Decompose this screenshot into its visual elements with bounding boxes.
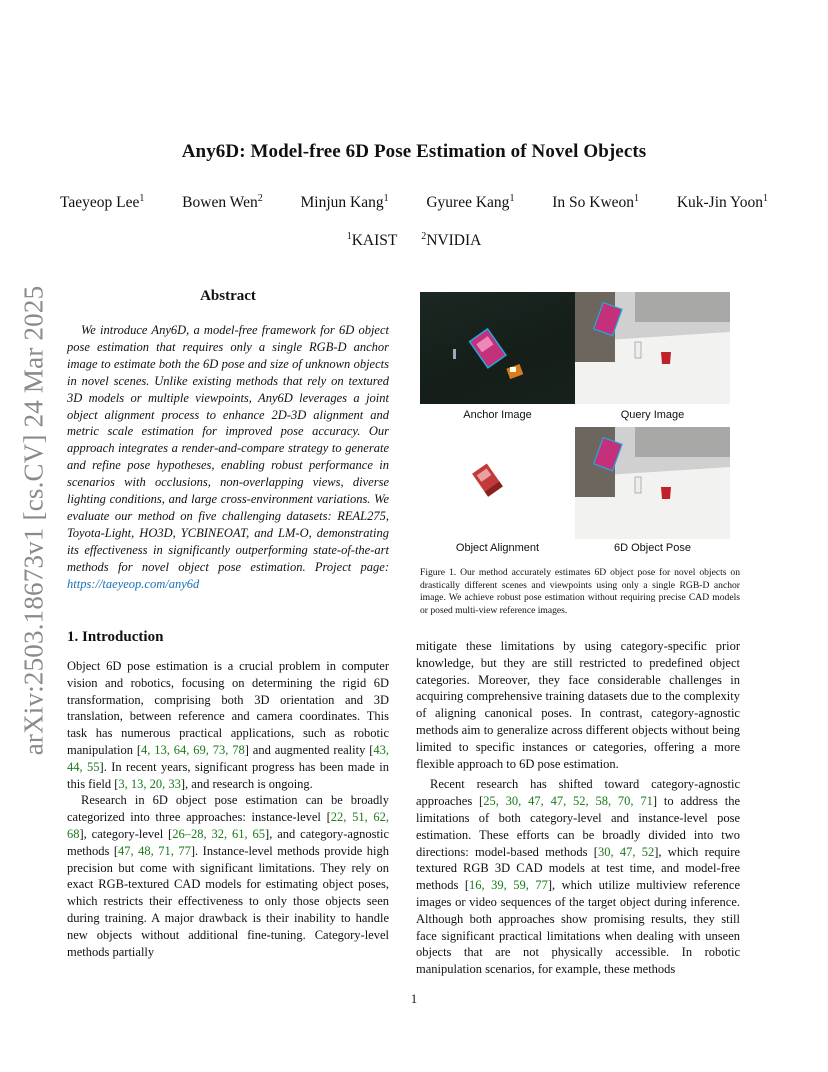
query-scene-graphic [575, 292, 730, 404]
abstract-heading: Abstract [200, 288, 256, 304]
author: Taeyeop Lee$^1$ [60, 192, 145, 211]
figure-caption: Figure 1. Our method accurately estimates 6D object pose for novel objects on drastically different scenes and viewpoints using only a single RGB-D anchor image. We achieve robust pose estimation without requiring precise CAD models or posed multi-view reference images. [420, 567, 740, 616]
figure-label: Anchor Image [463, 409, 532, 421]
figure-label: Object Alignment [455, 542, 540, 554]
project-page-link[interactable]: https://taeyeop.com/any6d [67, 576, 200, 591]
affiliations [0, 232, 828, 250]
paragraph: mitigate these limitations by using category-specific prior knowledge, but they are still restricted to predefined object categories. Moreover, they face considerable challenges in acquiring comprehensive training datasets due to the complexity of aligning canonical poses. In contrast, category-agnostic methods aim to generalize across different objects without being limited to specific instances or categories, offering a more flexible approach to 6D pose estimation. [416, 639, 740, 771]
author: Bowen Wen$^2$ [182, 192, 263, 211]
author-list [60, 194, 768, 212]
author: In So Kweon$^1$ [552, 192, 640, 211]
alignment-graphic [420, 427, 575, 539]
section-heading: 1. Introduction [67, 629, 164, 645]
pose-scene-graphic [575, 427, 730, 539]
author: Gyuree Kang$^1$ [426, 192, 515, 211]
anchor-image [420, 292, 575, 404]
figure-label: Query Image [620, 409, 685, 421]
paragraph: Object 6D pose estimation is a crucial problem in computer vision and robotics, focusing on determining the rigid 6D transformation, comprising both 3D orientation and 3D translation, between reference and camera coordinates. This task has numerous practical applications, such as robotic manipulation [4, 13, 64, 69, 73, 78] and augmented reality [43, 44, 55]. In recent years, significant progress has been made in this field [3, 13, 20, 33], and research is ongoing. [67, 659, 389, 791]
abstract-text: We introduce Any6D, a model-free framework for 6D object pose estimation that requires only a single RGB-D anchor image to estimate both the 6D pose and size of unknown objects in novel scenes. Unlike existing methods that rely on textured 3D models or multiple viewpoints, Any6D leverages a joint object alignment process to enhance 2D-3D alignment and metric scale estimation for improved pose accuracy. Our approach integrates a render-and-compare strategy to generate and refine pose hypotheses, enabling robust performance in scenarios with occlusions, non-overlapping views, diverse lighting conditions, and large cross-environment variations. We evaluate our method on five challenging datasets: REAL275, Toyota-Light, HO3D, YCBINEOAT, and LM-O, demonstrating its effectiveness in significantly outperforming state-of-the-art methods for novel object pose estimation. Project page: https://taeyeop.com/any6d [67, 323, 389, 591]
page-number: 1 [410, 992, 418, 1006]
affiliation: $^2$NVIDIA [421, 230, 482, 249]
affiliation: $^1$KAIST [346, 230, 398, 249]
author: Kuk-Jin Yoon$^1$ [676, 192, 768, 211]
6d-object-pose-image [575, 427, 730, 539]
query-image [575, 292, 730, 404]
paragraph: Recent research has shifted toward category-agnostic approaches [25, 30, 47, 47, 52, 58, 70, 71] to address the limitations of both category-level and instance-level pose estimation. These efforts can be broadly divided into two directions: model-based methods [30, 47, 52], which require textured RGB 3D CAD models at test time, and model-free methods [16, 39, 59, 77], which utilize multiview reference images or video sequences of the target object during inference. Although both approaches show promising results, they still face significant practical limitations when dealing with unseen objects that are not physically accessible. In robotic manipulation scenarios, for example, these methods [416, 777, 741, 977]
figure-1 [420, 292, 740, 612]
anchor-scene-graphic [420, 292, 575, 404]
right-column-text [416, 638, 740, 978]
object-alignment-image [420, 427, 575, 539]
paper-title: Any6D: Model-free 6D Pose Estimation of Novel Objects [181, 141, 647, 162]
left-column-text [67, 658, 389, 960]
arxiv-identifier: arXiv:2503.18673v1 [cs.CV] 24 Mar 2025 [18, 285, 49, 755]
figure-label: 6D Object Pose [613, 542, 692, 554]
author: Minjun Kang$^1$ [300, 192, 389, 211]
paragraph: Research in 6D object pose estimation can be broadly categorized into three approaches: instance-level [22, 51, 62, 68], category-level [26–28, 32, 61, 65], and category-agnostic methods [47, 48, 71, 77]. Instance-level methods provide high precision but come with significant limitations. They rely on exact RGB-textured CAD models for estimating object poses, which restricts their effectiveness to only those objects seen during training. A major drawback is their inability to handle new objects without additional fine-tuning. Category-level methods partially [67, 793, 390, 959]
